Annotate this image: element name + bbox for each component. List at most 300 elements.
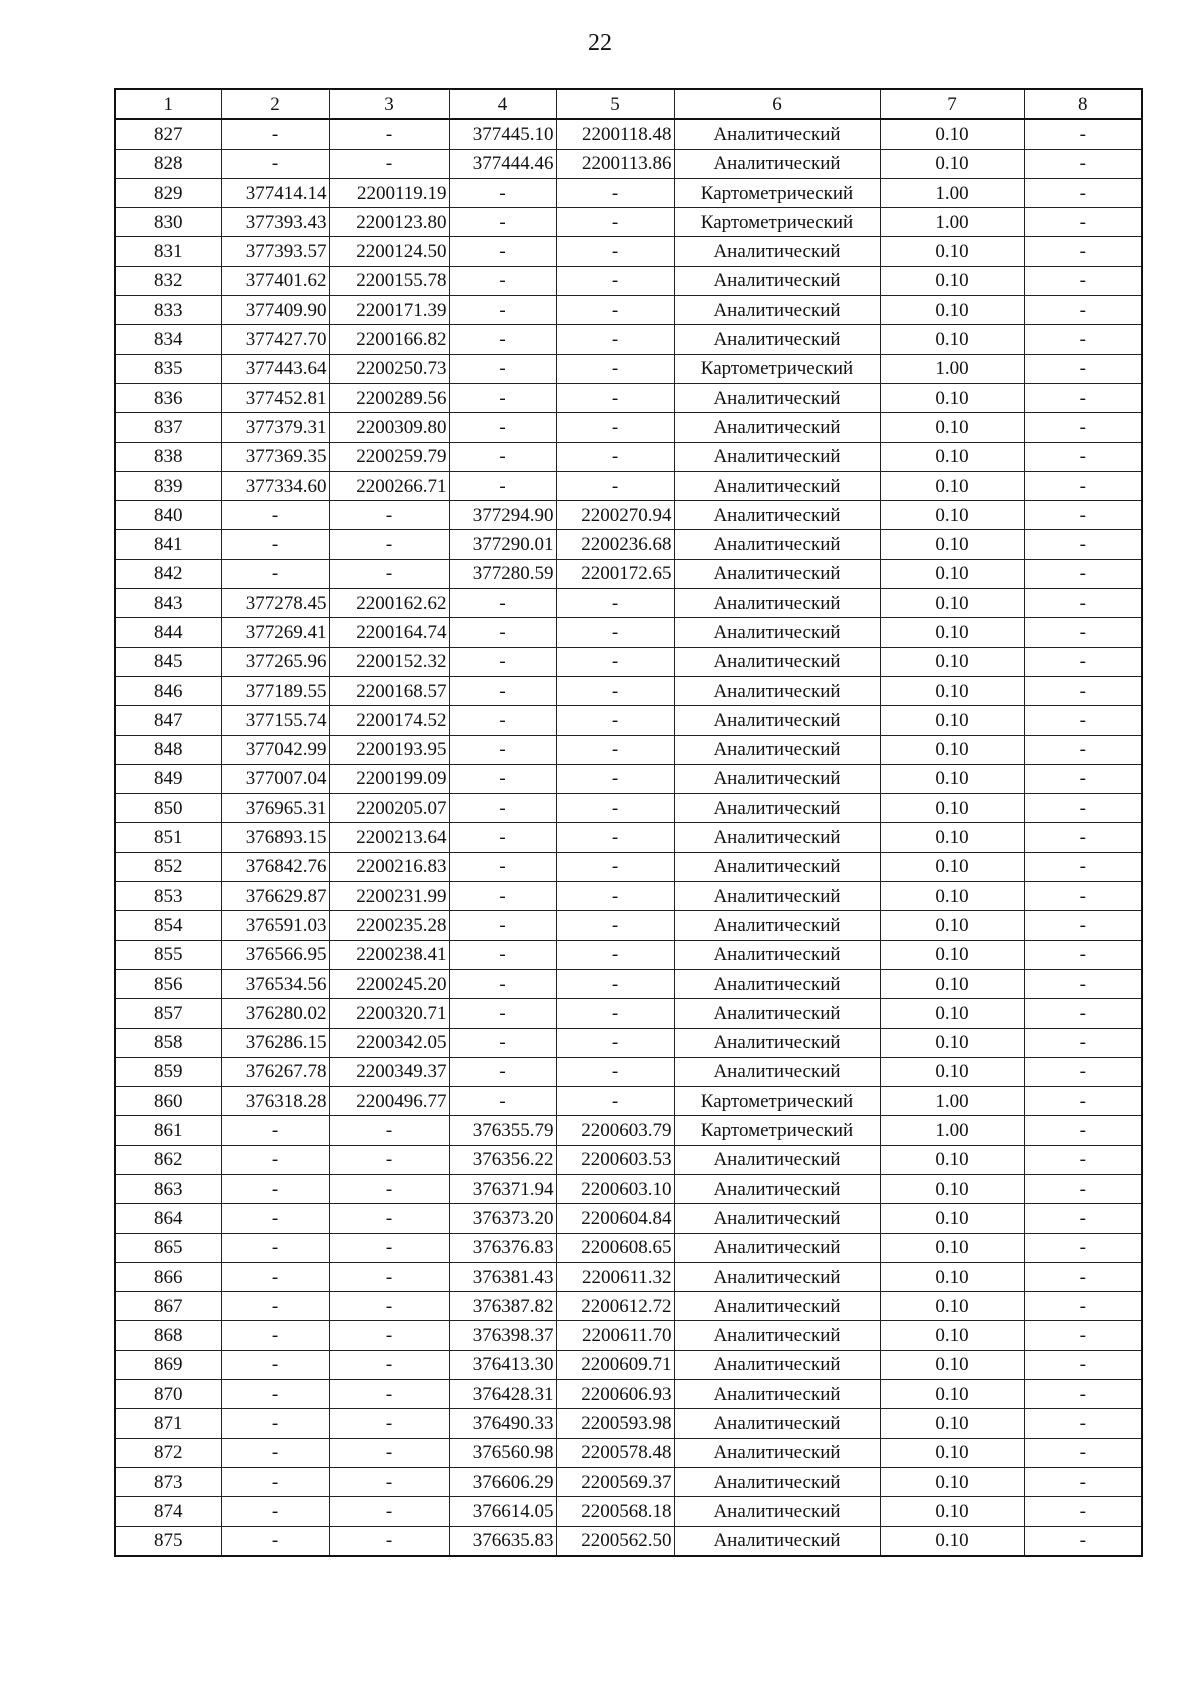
cell-precision: 0.10 bbox=[880, 618, 1024, 647]
cell-precision: 0.10 bbox=[880, 940, 1024, 969]
cell-x-existing: - bbox=[221, 1497, 329, 1526]
cell-method: Аналитический bbox=[674, 999, 880, 1028]
cell-precision: 0.10 bbox=[880, 1057, 1024, 1086]
table-row bbox=[115, 296, 1142, 325]
cell-x-new: - bbox=[449, 266, 556, 295]
table-row bbox=[115, 149, 1142, 178]
cell-point-number: 843 bbox=[115, 589, 221, 618]
cell-note: - bbox=[1024, 794, 1142, 823]
cell-method: Аналитический bbox=[674, 1145, 880, 1174]
cell-precision: 0.10 bbox=[880, 1292, 1024, 1321]
cell-method: Аналитический bbox=[674, 442, 880, 471]
cell-precision: 0.10 bbox=[880, 1204, 1024, 1233]
cell-x-existing: 376965.31 bbox=[221, 794, 329, 823]
cell-method: Аналитический bbox=[674, 706, 880, 735]
cell-precision: 0.10 bbox=[880, 1467, 1024, 1496]
cell-note: - bbox=[1024, 1174, 1142, 1203]
cell-y-new: - bbox=[556, 1028, 674, 1057]
cell-note: - bbox=[1024, 823, 1142, 852]
cell-x-existing: - bbox=[221, 1116, 329, 1145]
cell-y-existing: - bbox=[329, 1438, 449, 1467]
cell-x-existing: - bbox=[221, 1438, 329, 1467]
cell-x-new: - bbox=[449, 794, 556, 823]
cell-x-new: - bbox=[449, 296, 556, 325]
cell-y-existing: 2200193.95 bbox=[329, 735, 449, 764]
cell-y-new: 2200172.65 bbox=[556, 559, 674, 588]
cell-method: Аналитический bbox=[674, 413, 880, 442]
cell-note: - bbox=[1024, 296, 1142, 325]
cell-y-new: 2200609.71 bbox=[556, 1350, 674, 1379]
table-row bbox=[115, 383, 1142, 412]
cell-y-existing: 2200259.79 bbox=[329, 442, 449, 471]
cell-method: Аналитический bbox=[674, 1057, 880, 1086]
cell-y-new: 2200612.72 bbox=[556, 1292, 674, 1321]
cell-precision: 0.10 bbox=[880, 1145, 1024, 1174]
cell-x-existing: - bbox=[221, 1262, 329, 1291]
cell-point-number: 827 bbox=[115, 119, 221, 149]
cell-point-number: 854 bbox=[115, 911, 221, 940]
cell-point-number: 833 bbox=[115, 296, 221, 325]
cell-x-existing: 377007.04 bbox=[221, 764, 329, 793]
cell-precision: 1.00 bbox=[880, 1116, 1024, 1145]
cell-method: Аналитический bbox=[674, 1292, 880, 1321]
cell-method: Аналитический bbox=[674, 1526, 880, 1556]
cell-y-existing: 2200155.78 bbox=[329, 266, 449, 295]
cell-x-existing: 377401.62 bbox=[221, 266, 329, 295]
cell-method: Картометрический bbox=[674, 354, 880, 383]
cell-method: Картометрический bbox=[674, 1116, 880, 1145]
cell-method: Аналитический bbox=[674, 266, 880, 295]
cell-y-new: - bbox=[556, 1057, 674, 1086]
cell-y-new: - bbox=[556, 764, 674, 793]
cell-y-new: - bbox=[556, 325, 674, 354]
table-row bbox=[115, 618, 1142, 647]
cell-point-number: 835 bbox=[115, 354, 221, 383]
cell-y-new: 2200603.53 bbox=[556, 1145, 674, 1174]
cell-x-existing: - bbox=[221, 1409, 329, 1438]
cell-note: - bbox=[1024, 208, 1142, 237]
cell-precision: 0.10 bbox=[880, 1526, 1024, 1556]
cell-note: - bbox=[1024, 852, 1142, 881]
cell-precision: 0.10 bbox=[880, 501, 1024, 530]
cell-x-existing: 376842.76 bbox=[221, 852, 329, 881]
cell-method: Аналитический bbox=[674, 1204, 880, 1233]
cell-x-existing: - bbox=[221, 530, 329, 559]
cell-note: - bbox=[1024, 1497, 1142, 1526]
cell-x-new: 376356.22 bbox=[449, 1145, 556, 1174]
cell-y-new: - bbox=[556, 823, 674, 852]
cell-y-new: - bbox=[556, 1087, 674, 1116]
cell-method: Аналитический bbox=[674, 882, 880, 911]
cell-y-new: 2200270.94 bbox=[556, 501, 674, 530]
cell-x-new: - bbox=[449, 882, 556, 911]
cell-point-number: 844 bbox=[115, 618, 221, 647]
cell-y-existing: - bbox=[329, 1145, 449, 1174]
cell-precision: 0.10 bbox=[880, 1438, 1024, 1467]
cell-x-new: - bbox=[449, 911, 556, 940]
table-row bbox=[115, 1204, 1142, 1233]
cell-y-new: - bbox=[556, 296, 674, 325]
cell-note: - bbox=[1024, 1145, 1142, 1174]
cell-method: Аналитический bbox=[674, 852, 880, 881]
cell-y-existing: 2200266.71 bbox=[329, 471, 449, 500]
cell-x-new: - bbox=[449, 1087, 556, 1116]
cell-precision: 0.10 bbox=[880, 735, 1024, 764]
cell-point-number: 832 bbox=[115, 266, 221, 295]
cell-y-existing: - bbox=[329, 1292, 449, 1321]
cell-point-number: 868 bbox=[115, 1321, 221, 1350]
cell-x-existing: - bbox=[221, 1380, 329, 1409]
cell-method: Аналитический bbox=[674, 1233, 880, 1262]
table-row bbox=[115, 706, 1142, 735]
cell-y-new: 2200611.32 bbox=[556, 1262, 674, 1291]
cell-x-existing: - bbox=[221, 559, 329, 588]
cell-x-new: - bbox=[449, 178, 556, 207]
cell-point-number: 855 bbox=[115, 940, 221, 969]
cell-method: Аналитический bbox=[674, 735, 880, 764]
cell-point-number: 828 bbox=[115, 149, 221, 178]
cell-note: - bbox=[1024, 471, 1142, 500]
table-row bbox=[115, 208, 1142, 237]
table-row bbox=[115, 119, 1142, 149]
cell-x-existing: 376893.15 bbox=[221, 823, 329, 852]
cell-point-number: 850 bbox=[115, 794, 221, 823]
cell-x-existing: - bbox=[221, 1233, 329, 1262]
cell-x-existing: - bbox=[221, 1145, 329, 1174]
cell-x-new: 376490.33 bbox=[449, 1409, 556, 1438]
cell-precision: 0.10 bbox=[880, 1409, 1024, 1438]
table-row bbox=[115, 530, 1142, 559]
cell-point-number: 870 bbox=[115, 1380, 221, 1409]
cell-point-number: 863 bbox=[115, 1174, 221, 1203]
cell-x-new: 377280.59 bbox=[449, 559, 556, 588]
cell-y-new: - bbox=[556, 999, 674, 1028]
cell-precision: 0.10 bbox=[880, 296, 1024, 325]
cell-precision: 0.10 bbox=[880, 559, 1024, 588]
table-row bbox=[115, 442, 1142, 471]
cell-point-number: 838 bbox=[115, 442, 221, 471]
cell-method: Аналитический bbox=[674, 794, 880, 823]
cell-method: Аналитический bbox=[674, 149, 880, 178]
table-row bbox=[115, 1262, 1142, 1291]
cell-point-number: 856 bbox=[115, 969, 221, 998]
cell-x-new: 376560.98 bbox=[449, 1438, 556, 1467]
cell-x-existing: 377427.70 bbox=[221, 325, 329, 354]
cell-y-existing: 2200216.83 bbox=[329, 852, 449, 881]
table-row bbox=[115, 1321, 1142, 1350]
cell-note: - bbox=[1024, 354, 1142, 383]
cell-note: - bbox=[1024, 1233, 1142, 1262]
cell-x-new: 376398.37 bbox=[449, 1321, 556, 1350]
cell-x-new: - bbox=[449, 735, 556, 764]
cell-precision: 0.10 bbox=[880, 325, 1024, 354]
cell-precision: 0.10 bbox=[880, 1233, 1024, 1262]
cell-method: Аналитический bbox=[674, 911, 880, 940]
cell-point-number: 866 bbox=[115, 1262, 221, 1291]
cell-method: Аналитический bbox=[674, 940, 880, 969]
header-cell-5: 5 bbox=[556, 89, 674, 119]
cell-x-new: - bbox=[449, 442, 556, 471]
cell-point-number: 873 bbox=[115, 1467, 221, 1496]
cell-precision: 0.10 bbox=[880, 1350, 1024, 1379]
cell-y-new: - bbox=[556, 413, 674, 442]
cell-x-new: - bbox=[449, 325, 556, 354]
cell-y-new: - bbox=[556, 237, 674, 266]
cell-x-new: - bbox=[449, 647, 556, 676]
cell-note: - bbox=[1024, 149, 1142, 178]
cell-precision: 0.10 bbox=[880, 530, 1024, 559]
cell-x-new: 376376.83 bbox=[449, 1233, 556, 1262]
cell-x-existing: - bbox=[221, 1350, 329, 1379]
cell-y-existing: 2200309.80 bbox=[329, 413, 449, 442]
cell-note: - bbox=[1024, 266, 1142, 295]
header-cell-6: 6 bbox=[674, 89, 880, 119]
cell-y-new: - bbox=[556, 676, 674, 705]
cell-y-existing: - bbox=[329, 119, 449, 149]
cell-y-existing: 2200289.56 bbox=[329, 383, 449, 412]
table-row bbox=[115, 1438, 1142, 1467]
cell-x-new: - bbox=[449, 237, 556, 266]
cell-precision: 1.00 bbox=[880, 178, 1024, 207]
header-row bbox=[115, 89, 1142, 119]
cell-note: - bbox=[1024, 1467, 1142, 1496]
cell-x-new: 376355.79 bbox=[449, 1116, 556, 1145]
table-row bbox=[115, 413, 1142, 442]
table-row bbox=[115, 1057, 1142, 1086]
cell-note: - bbox=[1024, 1321, 1142, 1350]
cell-method: Аналитический bbox=[674, 1321, 880, 1350]
cell-point-number: 860 bbox=[115, 1087, 221, 1116]
cell-y-new: 2200113.86 bbox=[556, 149, 674, 178]
cell-note: - bbox=[1024, 383, 1142, 412]
table-row bbox=[115, 999, 1142, 1028]
table-row bbox=[115, 1028, 1142, 1057]
cell-x-new: - bbox=[449, 354, 556, 383]
cell-x-existing: - bbox=[221, 1321, 329, 1350]
cell-x-new: - bbox=[449, 969, 556, 998]
cell-x-existing: 376267.78 bbox=[221, 1057, 329, 1086]
cell-x-new: - bbox=[449, 940, 556, 969]
cell-y-existing: 2200349.37 bbox=[329, 1057, 449, 1086]
cell-point-number: 872 bbox=[115, 1438, 221, 1467]
cell-point-number: 858 bbox=[115, 1028, 221, 1057]
cell-y-existing: - bbox=[329, 1204, 449, 1233]
cell-point-number: 871 bbox=[115, 1409, 221, 1438]
table-row bbox=[115, 1116, 1142, 1145]
cell-note: - bbox=[1024, 706, 1142, 735]
cell-point-number: 852 bbox=[115, 852, 221, 881]
cell-x-existing: 376318.28 bbox=[221, 1087, 329, 1116]
cell-point-number: 848 bbox=[115, 735, 221, 764]
cell-y-existing: - bbox=[329, 1116, 449, 1145]
table-row bbox=[115, 589, 1142, 618]
table-row bbox=[115, 852, 1142, 881]
cell-x-new: - bbox=[449, 1057, 556, 1086]
cell-method: Аналитический bbox=[674, 1262, 880, 1291]
cell-precision: 0.10 bbox=[880, 764, 1024, 793]
cell-x-existing: 377452.81 bbox=[221, 383, 329, 412]
cell-method: Аналитический bbox=[674, 1409, 880, 1438]
cell-note: - bbox=[1024, 1087, 1142, 1116]
cell-x-existing: 377269.41 bbox=[221, 618, 329, 647]
cell-point-number: 862 bbox=[115, 1145, 221, 1174]
cell-precision: 1.00 bbox=[880, 354, 1024, 383]
cell-x-existing: 377393.57 bbox=[221, 237, 329, 266]
header-cell-3: 3 bbox=[329, 89, 449, 119]
table-row bbox=[115, 911, 1142, 940]
cell-precision: 0.10 bbox=[880, 999, 1024, 1028]
cell-x-existing: - bbox=[221, 1467, 329, 1496]
cell-x-new: - bbox=[449, 764, 556, 793]
cell-x-existing: 377414.14 bbox=[221, 178, 329, 207]
cell-y-existing: - bbox=[329, 149, 449, 178]
cell-precision: 0.10 bbox=[880, 471, 1024, 500]
table-row bbox=[115, 1292, 1142, 1321]
header-cell-4: 4 bbox=[449, 89, 556, 119]
cell-x-new: - bbox=[449, 383, 556, 412]
cell-x-new: 376373.20 bbox=[449, 1204, 556, 1233]
cell-precision: 0.10 bbox=[880, 882, 1024, 911]
cell-y-new: - bbox=[556, 589, 674, 618]
cell-method: Аналитический bbox=[674, 559, 880, 588]
cell-precision: 0.10 bbox=[880, 794, 1024, 823]
header-cell-2: 2 bbox=[221, 89, 329, 119]
cell-note: - bbox=[1024, 735, 1142, 764]
cell-precision: 1.00 bbox=[880, 1087, 1024, 1116]
cell-point-number: 839 bbox=[115, 471, 221, 500]
cell-y-new: - bbox=[556, 969, 674, 998]
cell-point-number: 851 bbox=[115, 823, 221, 852]
cell-y-new: - bbox=[556, 618, 674, 647]
cell-y-existing: 2200205.07 bbox=[329, 794, 449, 823]
cell-note: - bbox=[1024, 1204, 1142, 1233]
cell-method: Аналитический bbox=[674, 501, 880, 530]
cell-y-existing: 2200231.99 bbox=[329, 882, 449, 911]
cell-method: Аналитический bbox=[674, 589, 880, 618]
table-row bbox=[115, 178, 1142, 207]
cell-note: - bbox=[1024, 501, 1142, 530]
cell-point-number: 837 bbox=[115, 413, 221, 442]
cell-method: Аналитический bbox=[674, 1028, 880, 1057]
cell-y-new: - bbox=[556, 383, 674, 412]
cell-y-new: - bbox=[556, 647, 674, 676]
table-row bbox=[115, 1526, 1142, 1556]
cell-y-new: - bbox=[556, 208, 674, 237]
cell-x-new: 376428.31 bbox=[449, 1380, 556, 1409]
cell-precision: 0.10 bbox=[880, 676, 1024, 705]
cell-note: - bbox=[1024, 618, 1142, 647]
cell-method: Аналитический bbox=[674, 530, 880, 559]
table-row bbox=[115, 1233, 1142, 1262]
cell-x-existing: 377334.60 bbox=[221, 471, 329, 500]
table-row bbox=[115, 823, 1142, 852]
cell-y-new: - bbox=[556, 178, 674, 207]
cell-y-existing: 2200342.05 bbox=[329, 1028, 449, 1057]
cell-precision: 0.10 bbox=[880, 149, 1024, 178]
cell-method: Аналитический bbox=[674, 676, 880, 705]
cell-precision: 0.10 bbox=[880, 266, 1024, 295]
cell-y-existing: 2200171.39 bbox=[329, 296, 449, 325]
cell-y-new: 2200611.70 bbox=[556, 1321, 674, 1350]
cell-y-new: - bbox=[556, 911, 674, 940]
cell-point-number: 875 bbox=[115, 1526, 221, 1556]
table-row bbox=[115, 266, 1142, 295]
cell-x-new: - bbox=[449, 413, 556, 442]
cell-y-existing: 2200174.52 bbox=[329, 706, 449, 735]
cell-method: Аналитический bbox=[674, 969, 880, 998]
cell-precision: 0.10 bbox=[880, 1028, 1024, 1057]
cell-precision: 1.00 bbox=[880, 208, 1024, 237]
cell-y-existing: 2200496.77 bbox=[329, 1087, 449, 1116]
cell-y-existing: 2200119.19 bbox=[329, 178, 449, 207]
cell-x-new: - bbox=[449, 589, 556, 618]
cell-y-existing: - bbox=[329, 1497, 449, 1526]
cell-x-new: 376614.05 bbox=[449, 1497, 556, 1526]
cell-precision: 0.10 bbox=[880, 1497, 1024, 1526]
cell-precision: 0.10 bbox=[880, 1380, 1024, 1409]
cell-y-existing: 2200152.32 bbox=[329, 647, 449, 676]
cell-point-number: 836 bbox=[115, 383, 221, 412]
cell-method: Картометрический bbox=[674, 208, 880, 237]
table-row bbox=[115, 325, 1142, 354]
cell-y-new: 2200568.18 bbox=[556, 1497, 674, 1526]
table-row bbox=[115, 940, 1142, 969]
cell-y-existing: - bbox=[329, 1467, 449, 1496]
cell-precision: 0.10 bbox=[880, 706, 1024, 735]
table-row bbox=[115, 676, 1142, 705]
cell-method: Аналитический bbox=[674, 471, 880, 500]
cell-x-existing: 377189.55 bbox=[221, 676, 329, 705]
cell-method: Аналитический bbox=[674, 1467, 880, 1496]
cell-x-new: - bbox=[449, 676, 556, 705]
cell-point-number: 859 bbox=[115, 1057, 221, 1086]
table-row bbox=[115, 969, 1142, 998]
cell-note: - bbox=[1024, 1350, 1142, 1379]
cell-point-number: 849 bbox=[115, 764, 221, 793]
cell-x-new: 376371.94 bbox=[449, 1174, 556, 1203]
cell-note: - bbox=[1024, 119, 1142, 149]
table-header bbox=[115, 89, 1142, 119]
cell-y-new: 2200606.93 bbox=[556, 1380, 674, 1409]
cell-x-existing: - bbox=[221, 1526, 329, 1556]
cell-y-existing: - bbox=[329, 501, 449, 530]
cell-x-existing: 377278.45 bbox=[221, 589, 329, 618]
cell-x-existing: 376629.87 bbox=[221, 882, 329, 911]
cell-x-existing: 377042.99 bbox=[221, 735, 329, 764]
cell-precision: 0.10 bbox=[880, 647, 1024, 676]
page-number: 22 bbox=[588, 30, 612, 56]
cell-y-existing: 2200235.28 bbox=[329, 911, 449, 940]
cell-point-number: 840 bbox=[115, 501, 221, 530]
cell-x-existing: 377393.43 bbox=[221, 208, 329, 237]
cell-point-number: 869 bbox=[115, 1350, 221, 1379]
cell-x-new: - bbox=[449, 852, 556, 881]
cell-note: - bbox=[1024, 325, 1142, 354]
cell-point-number: 861 bbox=[115, 1116, 221, 1145]
cell-point-number: 831 bbox=[115, 237, 221, 266]
cell-y-existing: 2200213.64 bbox=[329, 823, 449, 852]
cell-note: - bbox=[1024, 1028, 1142, 1057]
cell-point-number: 834 bbox=[115, 325, 221, 354]
cell-y-existing: 2200162.62 bbox=[329, 589, 449, 618]
cell-method: Аналитический bbox=[674, 237, 880, 266]
cell-x-existing: - bbox=[221, 1174, 329, 1203]
cell-point-number: 829 bbox=[115, 178, 221, 207]
cell-y-existing: - bbox=[329, 1321, 449, 1350]
table-row bbox=[115, 1350, 1142, 1379]
header-cell-1: 1 bbox=[115, 89, 221, 119]
cell-y-new: - bbox=[556, 354, 674, 383]
